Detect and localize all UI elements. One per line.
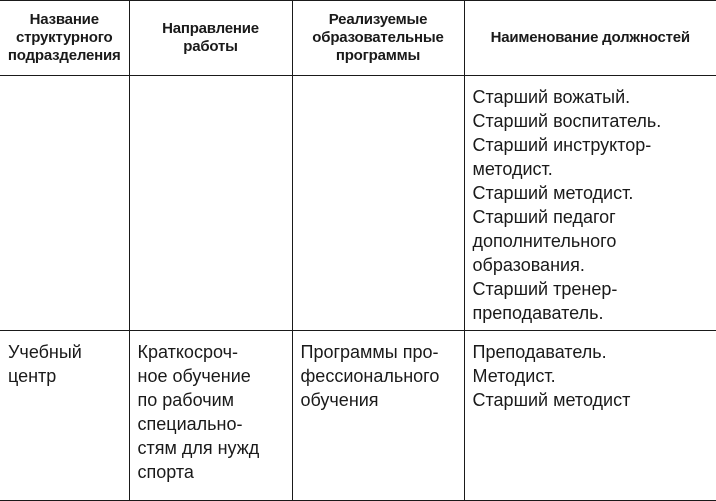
header-row [0,1,716,76]
cell-direction: Краткосроч- ное обучение по рабочим специально- стям для нужд спорта [129,331,292,501]
cell-unit: Учебный центр [0,331,129,501]
table-row [0,331,716,501]
position-line: Старший вожатый. [472,87,631,107]
position-line: дополнительного [472,231,617,251]
position-line: Старший тренер- [472,279,618,299]
position-line: Преподаватель. [472,342,607,362]
table-row [0,76,716,331]
header-work-direction: Направление работы [129,1,292,76]
position-line: преподаватель. [472,303,604,323]
position-line: Старший воспитатель. [472,111,662,131]
cell-unit-empty [0,76,129,331]
position-line: методист. [472,159,553,179]
cell-positions [464,76,716,331]
position-line: Старший методист [472,390,631,410]
header-unit-name: Название структурного подразделения [0,1,129,76]
position-line: Старший педагог [472,207,616,227]
position-line: Старший методист. [472,183,634,203]
position-line: образования. [472,255,585,275]
header-programs: Реализуемые образовательные программы [292,1,464,76]
cell-positions [464,331,716,501]
header-positions: Наименование должностей [464,1,716,76]
cell-programs: Программы про- фессионального обучения [292,331,464,501]
position-line: Методист. [472,366,556,386]
cell-direction-empty [129,76,292,331]
position-line: Старший инструктор- [472,135,652,155]
cell-programs-empty [292,76,464,331]
